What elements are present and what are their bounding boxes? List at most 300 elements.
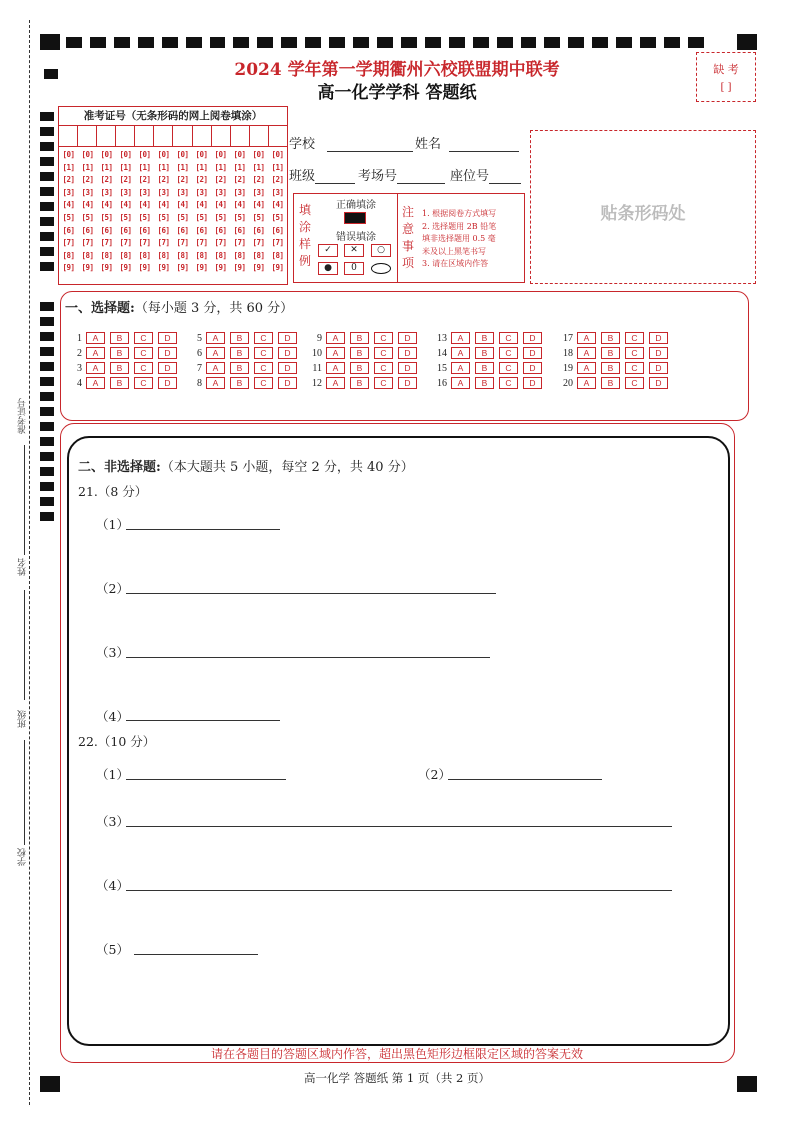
class-field[interactable] [289, 165, 355, 184]
digit-row [59, 212, 287, 225]
side-label-name: 姓名 [18, 558, 28, 576]
mc-question-number: 5 [197, 332, 202, 344]
mc-option-bubble[interactable]: A [577, 332, 596, 344]
mc-question-number: 15 [437, 362, 447, 374]
q22-part5-label: （5） [96, 942, 129, 957]
digit-bubble[interactable]: [9] [81, 263, 94, 273]
digit-bubble[interactable]: [0] [81, 150, 94, 159]
mc-option-bubble[interactable]: B [350, 377, 369, 389]
digit-bubble[interactable]: [6] [233, 225, 246, 235]
exam-subtitle: 高一化学学科 答题纸 [317, 83, 477, 103]
mc-option-bubble[interactable]: C [625, 377, 644, 389]
mc-option-bubble[interactable]: B [350, 362, 369, 374]
mc-question-number: 14 [437, 347, 447, 359]
mc-question [66, 332, 182, 344]
digit-bubble[interactable]: [0] [119, 150, 132, 159]
mc-option-bubble[interactable]: D [158, 377, 177, 389]
exam-number-table [58, 106, 288, 285]
digit-bubble[interactable]: [3] [176, 187, 189, 197]
digit-bubble[interactable]: [5] [252, 212, 265, 222]
mc-question [557, 362, 673, 374]
digit-bubble[interactable]: [8] [157, 250, 170, 260]
digit-bubble[interactable]: [8] [195, 250, 208, 260]
correct-fill-example [344, 212, 366, 224]
digit-bubble[interactable]: [1] [119, 162, 132, 172]
digit-bubble[interactable]: [9] [271, 263, 284, 273]
mc-option-bubble[interactable]: D [523, 377, 542, 389]
mc-option-bubble[interactable]: B [475, 377, 494, 389]
absent-box[interactable] [696, 52, 756, 102]
digit-bubble[interactable]: [0] [100, 150, 113, 159]
exam-title: 2024 学年第一学期衢州六校联盟期中联考 [234, 60, 560, 80]
digit-bubble[interactable]: [4] [195, 200, 208, 210]
room-label: 考场号 [358, 169, 398, 184]
digit-bubble[interactable]: [0] [214, 150, 227, 159]
mc-option-bubble[interactable]: B [110, 332, 129, 344]
digit-row [59, 237, 287, 250]
digit-bubble[interactable]: [4] [100, 200, 113, 210]
digit-bubble[interactable]: [1] [62, 162, 75, 172]
digit-bubble[interactable]: [4] [138, 200, 151, 210]
digit-bubble[interactable]: [4] [214, 200, 227, 210]
notes-list: 1. 根据阅卷方式填写 2. 选择题用 2B 铅笔 填非选择题用 0.5 毫 米及以上黑笔书写 3. 请在区域内作答 [422, 209, 497, 268]
mc-option-bubble[interactable]: C [254, 362, 273, 374]
barcode-label: 贴条形码处 [600, 204, 686, 224]
digit-bubble[interactable]: [1] [233, 162, 246, 172]
digit-bubble[interactable]: [4] [176, 200, 189, 210]
mc-option-bubble[interactable]: C [254, 377, 273, 389]
mc-option-bubble[interactable]: A [206, 332, 225, 344]
digit-bubble[interactable]: [1] [195, 162, 208, 172]
mc-option-bubble[interactable]: D [158, 347, 177, 359]
digit-bubble[interactable]: [9] [176, 263, 189, 273]
absent-label: 缺 考 [713, 63, 739, 76]
digit-bubble[interactable]: [0] [271, 150, 284, 159]
digit-bubble[interactable]: [7] [195, 238, 208, 248]
side-label-school: 学校 [18, 848, 28, 866]
q21-label: 21.（8 分） [78, 484, 148, 499]
digit-bubble[interactable]: [8] [233, 250, 246, 260]
q21-part3-line[interactable] [126, 657, 490, 658]
mc-question [431, 362, 547, 374]
digit-bubble[interactable]: [5] [233, 212, 246, 222]
mc-question [66, 362, 182, 374]
mc-option-bubble[interactable]: D [278, 332, 297, 344]
mc-option-bubble[interactable]: D [523, 347, 542, 359]
side-label-exam-number: 准考证号 [18, 398, 28, 434]
mc-option-bubble[interactable]: C [254, 347, 273, 359]
fill-sample-side: 填 涂 样 例 [299, 203, 312, 268]
digit-bubble[interactable]: [0] [195, 150, 208, 159]
seat-field[interactable] [450, 165, 521, 184]
digit-bubble[interactable]: [5] [176, 212, 189, 222]
mc-option-bubble[interactable]: D [649, 347, 668, 359]
school-label: 学校 [289, 137, 316, 152]
digit-bubble[interactable]: [9] [252, 263, 265, 273]
digit-bubble[interactable]: [2] [233, 175, 246, 185]
digit-bubble[interactable]: [8] [62, 250, 75, 260]
digit-bubble[interactable]: [8] [100, 250, 113, 260]
school-field[interactable] [289, 133, 413, 152]
mc-option-bubble[interactable]: D [398, 377, 417, 389]
room-field[interactable] [358, 165, 445, 184]
digit-bubble[interactable]: [7] [271, 238, 284, 248]
mc-option-bubble[interactable]: B [110, 377, 129, 389]
digit-bubble[interactable]: [5] [195, 212, 208, 222]
digit-bubble[interactable]: [9] [138, 263, 151, 273]
digit-bubble[interactable]: [3] [119, 187, 132, 197]
mc-option-bubble[interactable]: B [350, 332, 369, 344]
digit-bubble[interactable]: [9] [214, 263, 227, 273]
digit-row [59, 162, 287, 175]
side-label-line [24, 445, 25, 555]
mc-option-bubble[interactable]: D [523, 362, 542, 374]
digit-bubble[interactable]: [3] [81, 187, 94, 197]
mc-option-bubble[interactable]: B [110, 362, 129, 374]
digit-bubble[interactable]: [3] [195, 187, 208, 197]
mc-option-bubble[interactable]: B [601, 377, 620, 389]
q21-part3-label: （3） [96, 645, 129, 660]
side-timing-strip [40, 302, 54, 527]
mc-question-number: 2 [77, 347, 82, 359]
digit-bubble[interactable]: [3] [138, 187, 151, 197]
digit-bubble[interactable]: [1] [252, 162, 265, 172]
mc-question [557, 377, 673, 389]
q22-part2-label: （2） [418, 767, 451, 782]
digit-bubble[interactable]: [0] [233, 150, 246, 159]
digit-bubble[interactable]: [1] [138, 162, 151, 172]
mc-option-bubble[interactable]: C [499, 347, 518, 359]
mc-option-bubble[interactable]: A [577, 347, 596, 359]
digit-bubble[interactable]: [3] [100, 187, 113, 197]
digit-bubble[interactable]: [0] [252, 150, 265, 159]
mc-question-number: 11 [312, 362, 322, 374]
mc-option-bubble[interactable]: A [326, 332, 345, 344]
digit-bubble[interactable]: [4] [81, 200, 94, 210]
digit-bubble[interactable]: [1] [81, 162, 94, 172]
digit-bubble[interactable]: [9] [157, 263, 170, 273]
mc-option-bubble[interactable]: C [374, 332, 393, 344]
mc-question-number: 7 [197, 362, 202, 374]
digit-bubble[interactable]: [7] [233, 238, 246, 248]
digit-bubble[interactable]: [8] [252, 250, 265, 260]
digit-bubble[interactable]: [0] [157, 150, 170, 159]
mc-option-bubble[interactable]: D [158, 362, 177, 374]
q22-part3-label: （3） [96, 814, 129, 829]
mc-option-bubble[interactable]: B [230, 347, 249, 359]
digit-bubble[interactable]: [2] [195, 175, 208, 185]
mc-option-bubble[interactable]: C [625, 362, 644, 374]
digit-bubble[interactable]: [2] [252, 175, 265, 185]
mc-option-bubble[interactable]: A [86, 377, 105, 389]
binding-cut-line [29, 20, 30, 1105]
digit-bubble[interactable]: [4] [233, 200, 246, 210]
mc-option-bubble[interactable]: A [206, 377, 225, 389]
mc-question-number: 12 [312, 377, 322, 389]
check-mark-icon: ✓ [318, 244, 338, 257]
digit-bubble[interactable]: [7] [100, 238, 113, 248]
digit-bubble[interactable]: [4] [157, 200, 170, 210]
mc-option-bubble[interactable]: B [475, 347, 494, 359]
mc-question-number: 16 [437, 377, 447, 389]
correct-fill-label: 正确填涂 [336, 200, 376, 211]
digit-bubble[interactable]: [7] [119, 238, 132, 248]
mc-option-bubble[interactable]: A [206, 347, 225, 359]
digit-bubble[interactable]: [6] [100, 225, 113, 235]
mc-question [306, 347, 422, 359]
notes-side: 注 意 事 项 [402, 205, 415, 270]
digit-bubble[interactable]: [4] [62, 200, 75, 210]
class-label: 班级 [289, 169, 316, 184]
digit-bubble[interactable]: [5] [214, 212, 227, 222]
mc-question-number: 6 [197, 347, 202, 359]
mc-question [186, 332, 302, 344]
digit-row [59, 149, 287, 162]
mc-question-number: 3 [77, 362, 82, 374]
side-label-line [24, 740, 25, 845]
side-timing-strip [40, 112, 54, 277]
mc-option-bubble[interactable]: D [278, 377, 297, 389]
mc-option-bubble[interactable]: B [230, 332, 249, 344]
mc-option-bubble[interactable]: D [398, 362, 417, 374]
digit-bubble[interactable]: [5] [119, 212, 132, 222]
digit-bubble[interactable]: [1] [271, 162, 284, 172]
mc-question-number: 1 [77, 332, 82, 344]
mc-question [306, 332, 422, 344]
mc-option-bubble[interactable]: C [499, 377, 518, 389]
digit-bubble[interactable]: [6] [214, 225, 227, 235]
mc-option-bubble[interactable]: C [134, 362, 153, 374]
digit-bubble[interactable]: [8] [214, 250, 227, 260]
seat-label: 座位号 [450, 169, 490, 184]
digit-bubble[interactable]: [8] [271, 250, 284, 260]
mc-option-bubble[interactable]: C [134, 332, 153, 344]
digit-bubble[interactable]: [3] [271, 187, 284, 197]
digit-bubble[interactable]: [4] [271, 200, 284, 210]
mc-option-bubble[interactable]: A [451, 332, 470, 344]
mc-option-bubble[interactable]: B [230, 362, 249, 374]
q22-part3-line[interactable] [126, 826, 672, 827]
exam-number-bubble-grid[interactable] [59, 147, 287, 275]
q22-part1-line[interactable] [126, 779, 286, 780]
q22-part4-line[interactable] [126, 890, 672, 891]
digit-bubble[interactable]: [9] [100, 263, 113, 273]
mc-option-bubble[interactable]: A [206, 362, 225, 374]
mc-option-bubble[interactable]: C [374, 377, 393, 389]
digit-bubble[interactable]: [0] [62, 150, 75, 159]
mc-option-bubble[interactable]: D [649, 377, 668, 389]
digit-bubble[interactable]: [6] [62, 225, 75, 235]
digit-row [59, 250, 287, 263]
side-label-class: 班级 [18, 710, 28, 728]
mc-option-bubble[interactable]: C [499, 362, 518, 374]
q22-part1-label: （1） [96, 767, 129, 782]
digit-bubble[interactable]: [3] [252, 187, 265, 197]
corner-mark [737, 34, 757, 50]
digit-bubble[interactable]: [1] [176, 162, 189, 172]
mc-question-number: 13 [437, 332, 447, 344]
digit-bubble[interactable]: [2] [271, 175, 284, 185]
mc-option-bubble[interactable]: A [326, 377, 345, 389]
mc-option-bubble[interactable]: A [577, 362, 596, 374]
footer-warning: 请在各题目的答题区域内作答，超出黑色矩形边框限定区域的答案无效 [210, 1047, 583, 1061]
digit-bubble[interactable]: [2] [62, 175, 75, 185]
q21-part1-line[interactable] [126, 529, 280, 530]
digit-bubble[interactable]: [7] [138, 238, 151, 248]
digit-bubble[interactable]: [5] [271, 212, 284, 222]
mc-question [557, 347, 673, 359]
mc-option-bubble[interactable]: D [278, 347, 297, 359]
fill-sample-box [293, 193, 525, 283]
digit-bubble[interactable]: [6] [271, 225, 284, 235]
name-field[interactable] [415, 133, 519, 152]
digit-bubble[interactable]: [3] [214, 187, 227, 197]
mc-question [306, 377, 422, 389]
digit-bubble[interactable]: [7] [252, 238, 265, 248]
digit-bubble[interactable]: [8] [81, 250, 94, 260]
mc-option-bubble[interactable]: A [86, 362, 105, 374]
digit-bubble[interactable]: [8] [176, 250, 189, 260]
digit-bubble[interactable]: [3] [62, 187, 75, 197]
digit-bubble[interactable]: [3] [233, 187, 246, 197]
mc-option-bubble[interactable]: A [326, 362, 345, 374]
digit-bubble[interactable]: [5] [157, 212, 170, 222]
mc-option-bubble[interactable]: A [577, 377, 596, 389]
mc-option-bubble[interactable]: B [601, 347, 620, 359]
mc-option-bubble[interactable]: D [649, 332, 668, 344]
digit-bubble[interactable]: [0] [138, 150, 151, 159]
digit-bubble[interactable]: [2] [81, 175, 94, 185]
digit-bubble[interactable]: [2] [214, 175, 227, 185]
mc-option-bubble[interactable]: A [451, 347, 470, 359]
section2-heading: 二、非选择题:（本大题共 5 小题，每空 2 分，共 40 分） [78, 460, 414, 475]
digit-bubble[interactable]: [5] [62, 212, 75, 222]
digit-bubble[interactable]: [2] [176, 175, 189, 185]
q22-label: 22.（10 分） [78, 734, 156, 749]
top-timing-strip [66, 37, 712, 48]
mc-option-bubble[interactable]: B [475, 362, 494, 374]
zero-mark-icon: 0 [344, 262, 364, 275]
dot-mark-icon: ● [318, 262, 338, 275]
q22-part2-line[interactable] [448, 779, 602, 780]
footer-page-number: 高一化学 答题纸 第 1 页（共 2 页） [303, 1071, 491, 1085]
digit-bubble[interactable]: [8] [138, 250, 151, 260]
mc-option-bubble[interactable]: A [326, 347, 345, 359]
digit-bubble[interactable]: [0] [176, 150, 189, 159]
digit-bubble[interactable]: [5] [138, 212, 151, 222]
digit-bubble[interactable]: [4] [119, 200, 132, 210]
mc-option-bubble[interactable]: D [398, 332, 417, 344]
digit-bubble[interactable]: [9] [62, 263, 75, 273]
mc-option-bubble[interactable]: C [374, 347, 393, 359]
digit-bubble[interactable]: [6] [195, 225, 208, 235]
digit-bubble[interactable]: [7] [62, 238, 75, 248]
digit-bubble[interactable]: [5] [81, 212, 94, 222]
mc-option-bubble[interactable]: B [601, 332, 620, 344]
section1-heading: 一、选择题:（每小题 3 分，共 60 分） [65, 301, 294, 316]
mc-option-bubble[interactable]: A [86, 332, 105, 344]
mc-option-bubble[interactable]: C [134, 347, 153, 359]
digit-bubble[interactable]: [2] [138, 175, 151, 185]
mc-question-number: 20 [563, 377, 573, 389]
mc-question-number: 9 [317, 332, 322, 344]
digit-bubble[interactable]: [2] [100, 175, 113, 185]
mc-option-bubble[interactable]: C [625, 332, 644, 344]
digit-bubble[interactable]: [9] [195, 263, 208, 273]
digit-bubble[interactable]: [7] [157, 238, 170, 248]
digit-bubble[interactable]: [7] [176, 238, 189, 248]
mc-option-bubble[interactable]: B [230, 377, 249, 389]
mc-question [66, 347, 182, 359]
mc-option-bubble[interactable]: C [134, 377, 153, 389]
barcode-area [530, 130, 756, 284]
corner-mark [40, 34, 60, 50]
digit-row [59, 199, 287, 212]
name-label: 姓名 [415, 137, 442, 152]
mc-option-bubble[interactable]: A [86, 347, 105, 359]
mc-option-bubble[interactable]: B [110, 347, 129, 359]
mc-question-number: 4 [77, 377, 82, 389]
q21-part4-line[interactable] [126, 720, 280, 721]
mc-option-bubble[interactable]: C [625, 347, 644, 359]
digit-bubble[interactable]: [8] [119, 250, 132, 260]
digit-row [59, 225, 287, 238]
mc-option-bubble[interactable]: B [350, 347, 369, 359]
q22-part5-line[interactable] [134, 954, 258, 955]
digit-bubble[interactable]: [6] [176, 225, 189, 235]
q21-part2-line[interactable] [126, 593, 496, 594]
digit-bubble[interactable]: [6] [138, 225, 151, 235]
mc-option-bubble[interactable]: A [451, 362, 470, 374]
digit-bubble[interactable]: [9] [233, 263, 246, 273]
digit-bubble[interactable]: [3] [157, 187, 170, 197]
wrong-fill-label: 错误填涂 [336, 232, 376, 243]
digit-bubble[interactable]: [4] [252, 200, 265, 210]
digit-bubble[interactable]: [7] [214, 238, 227, 248]
mc-question [431, 377, 547, 389]
mc-option-bubble[interactable]: D [278, 362, 297, 374]
mc-option-bubble[interactable]: C [374, 362, 393, 374]
digit-bubble[interactable]: [5] [100, 212, 113, 222]
digit-bubble[interactable]: [7] [81, 238, 94, 248]
mc-question [186, 347, 302, 359]
exam-number-write-cells[interactable] [59, 126, 287, 147]
digit-bubble[interactable]: [1] [157, 162, 170, 172]
mc-option-bubble[interactable]: D [158, 332, 177, 344]
digit-bubble[interactable]: [6] [81, 225, 94, 235]
mc-option-bubble[interactable]: A [451, 377, 470, 389]
digit-bubble[interactable]: [1] [100, 162, 113, 172]
digit-bubble[interactable]: [9] [119, 263, 132, 273]
mc-question-number: 17 [563, 332, 573, 344]
mc-option-bubble[interactable]: B [475, 332, 494, 344]
mc-option-bubble[interactable]: D [398, 347, 417, 359]
digit-bubble[interactable]: [6] [119, 225, 132, 235]
mc-option-bubble[interactable]: D [523, 332, 542, 344]
digit-row [59, 174, 287, 187]
digit-bubble[interactable]: [2] [157, 175, 170, 185]
digit-bubble[interactable]: [6] [157, 225, 170, 235]
mc-option-bubble[interactable]: C [499, 332, 518, 344]
q21-part2-label: （2） [96, 581, 129, 596]
digit-bubble[interactable]: [1] [214, 162, 227, 172]
digit-bubble[interactable]: [2] [119, 175, 132, 185]
mc-option-bubble[interactable]: D [649, 362, 668, 374]
mc-option-bubble[interactable]: B [601, 362, 620, 374]
digit-bubble[interactable]: [6] [252, 225, 265, 235]
mc-question [557, 332, 673, 344]
mc-option-bubble[interactable]: C [254, 332, 273, 344]
